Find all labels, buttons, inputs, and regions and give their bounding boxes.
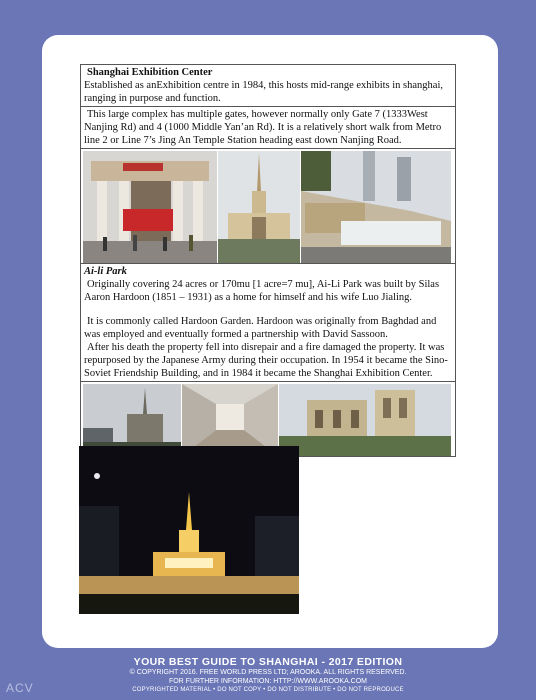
photo-row-exhibition-center	[83, 151, 455, 263]
table-row	[81, 149, 456, 264]
table-row	[81, 107, 456, 149]
section-title-ai-li-park: Ai-li Park	[84, 266, 127, 277]
table-row	[81, 65, 456, 107]
footer	[0, 656, 536, 694]
gate-photo	[83, 151, 218, 263]
paragraph: Originally covering 24 acres or 170mu [1 acre=7 mu], Ai-Li Park was built by Silas Aaron Hardoon (1851 – 1931) as a home for himself and his wife Luo Jialing.	[84, 279, 440, 303]
side-building-photo	[301, 151, 451, 263]
info-link[interactable]: FOR FURTHER INFORMATION: HTTP://WWW.AROOKA.COM	[168, 678, 368, 685]
watermark: ACV	[6, 681, 34, 695]
copyright-line: © COPYRIGHT 2016. FREE WORLD PRESS LTD; AROOKA. ALL RIGHTS RESERVED.	[129, 669, 407, 676]
garden-building-photo	[279, 384, 451, 456]
section-title-exhibition-center: Shanghai Exhibition Center	[87, 67, 213, 78]
paragraph: Established as anExhibition centre in 1984, this hosts mid-range exhibits in shanghai, ranging in purpose and function.	[84, 80, 443, 104]
spire-photo	[218, 151, 301, 263]
paragraph: This large complex has multiple gates, however normally only Gate 7 (1333West Nanjing Rd) and 4 (1000 Middle Yan’an Rd). It is a relatively short walk from Metro line 2 or Line 7’s Jing An Temple Station heading east down Nanjing Road.	[84, 109, 442, 146]
night-exhibition-center-photo	[79, 446, 299, 614]
table-row	[81, 264, 456, 382]
paragraph: It is commonly called Hardoon Garden. Hardoon was originally from Baghdad and was employed and eventually formed a partnership with David Sassoon.	[84, 316, 437, 340]
copyright-notice: COPYRIGHTED MATERIAL • DO NOT COPY • DO NOT DISTRIBUTE • DO NOT REPRODUCE	[132, 687, 404, 693]
content-table	[80, 64, 456, 457]
guide-title: YOUR BEST GUIDE TO SHANGHAI - 2017 EDITION	[133, 656, 403, 668]
paragraph: After his death the property fell into disrepair and a fire damaged the property. It was repurposed by the Japanese Army during their occupation. In 1954 it became the Sino-Soviet Friendship Building, and in 1984 it became the Shanghai Exhibition Center.	[84, 342, 448, 379]
